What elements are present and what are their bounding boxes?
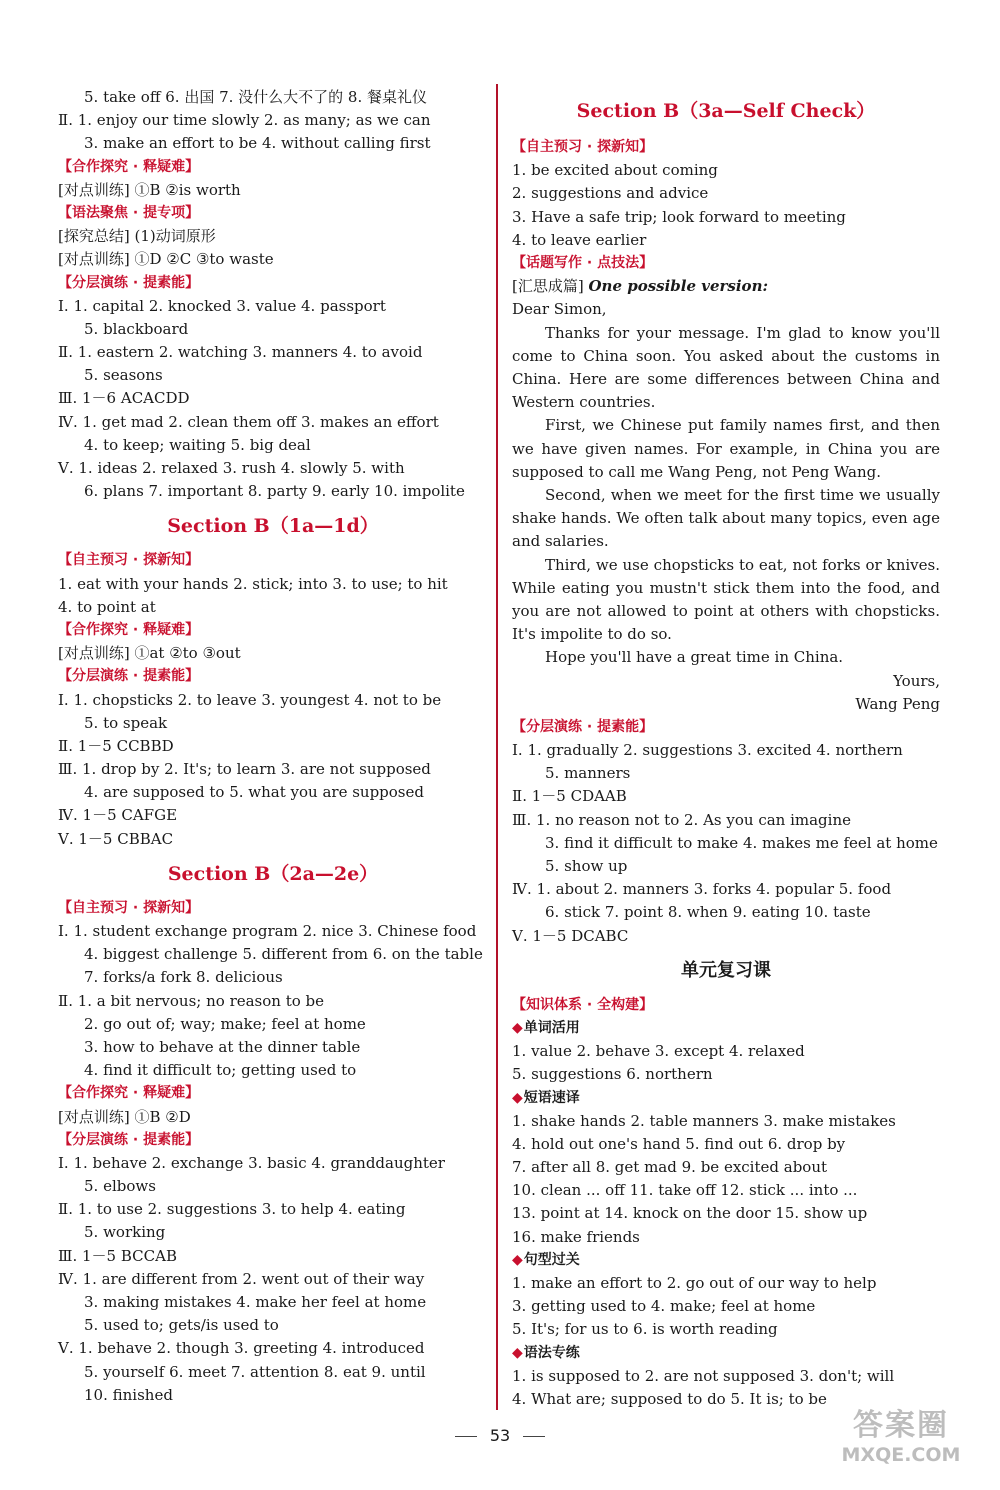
answer-line-continued: 3. find it difficult to make 4. makes me feel at home	[545, 833, 938, 852]
answer-line: [对点训练] ①at ②to ③out	[58, 644, 241, 663]
answer-line: [对点训练] ①B ②is worth	[58, 180, 241, 199]
answer-line: Ⅲ. 1. no reason not to 2. As you can imagine	[512, 810, 851, 829]
answer-line: Ⅰ. 1. behave 2. exchange 3. basic 4. granddaughter	[58, 1153, 445, 1172]
answer-line-continued: 10. finished	[84, 1385, 173, 1404]
section-title: Section B（2a—2e）	[167, 862, 379, 885]
answer-line-continued: 5. manners	[545, 764, 631, 783]
watermark	[816, 1400, 986, 1466]
letter-signoff: Wang Peng	[855, 694, 940, 713]
answer-line: Ⅱ. 1. enjoy our time slowly 2. as many; as we can	[58, 111, 431, 130]
page-number-value: 53	[489, 1426, 511, 1445]
letter-paragraph: Hope you'll have a great time in China.	[545, 648, 844, 667]
answer-line: Ⅲ. 1－6 ACACDD	[58, 389, 190, 408]
answer-line: 5. It's; for us to 6. is worth reading	[512, 1320, 778, 1339]
answer-line-continued: 4. to keep; waiting 5. big deal	[84, 435, 311, 454]
section-header: 【分层演练 · 提素能】	[58, 274, 200, 291]
answer-line: Ⅰ. 1. gradually 2. suggestions 3. excited 4. northern	[512, 741, 903, 760]
section-header: 【分层演练 · 提素能】	[512, 718, 654, 735]
answer-line-continued: 6. stick 7. point 8. when 9. eating 10. taste	[545, 903, 871, 922]
writing-lead-text: One possible version:	[588, 277, 769, 296]
answer-line: 5. suggestions 6. northern	[512, 1065, 713, 1084]
watermark-site-text: MXQE.COM	[841, 1444, 961, 1466]
section-title: Section B（1a—1d）	[167, 515, 379, 538]
answer-line: 3. getting used to 4. make; feel at home	[512, 1297, 816, 1316]
answer-line: Ⅴ. 1－5 CBBAC	[58, 829, 174, 848]
answer-line: 4. What are; supposed to do 5. It is; to be	[512, 1389, 827, 1408]
answer-line: Ⅴ. 1. behave 2. though 3. greeting 4. introduced	[58, 1339, 425, 1358]
answer-line: Ⅳ. 1. get mad 2. clean them off 3. makes an effort	[58, 412, 439, 431]
letter-signoff: Yours,	[893, 671, 940, 690]
subsection-heading-text: 短语速译	[523, 1089, 580, 1106]
subsection-heading-text: 语法专练	[523, 1344, 580, 1361]
answer-line: Ⅳ. 1. are different from 2. went out of their way	[58, 1269, 425, 1288]
column-divider	[496, 84, 498, 1410]
answer-line: 1. make an effort to 2. go out of our way to help	[512, 1274, 877, 1293]
writing-lead-label: [汇思成篇]	[512, 277, 589, 296]
answer-line-continued: 5. show up	[545, 857, 628, 876]
answer-line: 1. shake hands 2. table manners 3. make mistakes	[512, 1111, 896, 1130]
subsection-heading	[512, 1087, 940, 1110]
answer-line: Ⅱ. 1. to use 2. suggestions 3. to help 4. eating	[58, 1200, 406, 1219]
watermark-logo-text: 答案圈	[853, 1408, 949, 1443]
answer-line: Ⅴ. 1－5 DCABC	[512, 926, 629, 945]
section-header: 【合作探究 · 释疑难】	[58, 621, 200, 638]
diamond-icon: ◆	[512, 1019, 523, 1036]
section-header: 【自主预习 · 探新知】	[58, 899, 200, 916]
answer-line-continued: 5. yourself 6. meet 7. attention 8. eat 9. until	[84, 1362, 426, 1381]
section-header: 【语法聚焦 · 提专项】	[58, 204, 200, 221]
section-header: 【话题写作 · 点技法】	[512, 254, 654, 271]
page-number-dash-left	[455, 1436, 477, 1437]
subsection-heading-text: 单词活用	[523, 1019, 580, 1036]
answer-line: 10. clean ... off 11. take off 12. stick ... into ...	[512, 1181, 858, 1200]
answer-line: 1. be excited about coming	[512, 161, 718, 180]
answer-line: Ⅱ. 1. a bit nervous; no reason to be	[58, 991, 325, 1010]
answer-line: 1. value 2. behave 3. except 4. relaxed	[512, 1042, 805, 1061]
answer-line-continued: 2. go out of; way; make; feel at home	[84, 1014, 366, 1033]
diamond-icon: ◆	[512, 1251, 523, 1268]
section-header: 【知识体系 · 全构建】	[512, 996, 654, 1013]
answer-line-continued: 4. are supposed to 5. what you are supposed	[84, 783, 424, 802]
answer-line-continued: 4. biggest challenge 5. different from 6. on the table	[84, 945, 483, 964]
section-header: 【分层演练 · 提素能】	[58, 668, 200, 685]
letter-paragraph: Third, we use chopsticks to eat, not forks or knives. While eating you mustn't stick them into the food, and you are not allowed to point at others with chopsticks. It's impolite to do so.	[512, 555, 940, 644]
unit-title: 单元复习课	[681, 959, 771, 981]
answer-line: 1. eat with your hands 2. stick; into 3. to use; to hit	[58, 574, 448, 593]
answer-line: 4. to point at	[58, 597, 156, 616]
writing-lead	[512, 275, 940, 298]
answer-line-continued: 5. elbows	[84, 1177, 156, 1196]
subsection-heading-text: 句型过关	[523, 1251, 580, 1268]
subsection-heading	[512, 1249, 940, 1272]
subsection-heading	[512, 1017, 940, 1040]
answer-line: Ⅴ. 1. ideas 2. relaxed 3. rush 4. slowly 5. with	[58, 459, 405, 477]
answer-line-continued: 4. find it difficult to; getting used to	[84, 1061, 357, 1080]
section-header: 【分层演练 · 提素能】	[58, 1131, 200, 1148]
answer-line: 13. point at 14. knock on the door 15. show up	[512, 1204, 868, 1223]
section-title: Section B（3a—Self Check）	[576, 100, 876, 122]
letter-paragraph: Thanks for your message. I'm glad to know you'll come to China soon. You asked about the customs in China. Here are some differences between China and Western countries.	[512, 323, 940, 412]
section-header: 【自主预习 · 探新知】	[58, 552, 200, 569]
right-column	[512, 86, 940, 1411]
answer-line: 7. after all 8. get mad 9. be excited about	[512, 1158, 828, 1177]
section-header: 【合作探究 · 释疑难】	[58, 1085, 200, 1102]
answer-line-continued: 3. make an effort to be 4. without calling first	[84, 134, 431, 153]
answer-line: Ⅲ. 1－5 BCCAB	[58, 1246, 177, 1265]
answer-line: [对点训练] ①B ②D	[58, 1107, 191, 1126]
answer-line-continued: 5. seasons	[84, 366, 163, 385]
answer-line: Ⅲ. 1. drop by 2. It's; to learn 3. are not supposed	[58, 760, 431, 779]
answer-line: Ⅱ. 1－5 CCBBD	[58, 736, 174, 755]
answer-line: Ⅳ. 1－5 CAFGE	[58, 806, 178, 825]
diamond-icon: ◆	[512, 1344, 523, 1361]
letter-paragraph: Second, when we meet for the first time we usually shake hands. We often talk about many topics, even age and salaries.	[512, 485, 940, 551]
answer-line: 16. make friends	[512, 1227, 640, 1246]
diamond-icon: ◆	[512, 1089, 523, 1106]
letter-paragraph: First, we Chinese put family names first, and then we have given names. For example, in China you are supposed to call me Wang Peng, not Peng Wang.	[512, 416, 940, 481]
answer-line: [对点训练] ①D ②C ③to waste	[58, 250, 274, 269]
answer-line: Ⅳ. 1. about 2. manners 3. forks 4. popular 5. food	[512, 880, 892, 899]
answer-line-continued: 7. forks/a fork 8. delicious	[84, 968, 283, 987]
answer-line-continued: 3. how to behave at the dinner table	[84, 1037, 361, 1056]
answer-line-continued: 5. used to; gets/is used to	[84, 1316, 279, 1335]
answer-line-continued: 5. working	[84, 1223, 166, 1242]
section-header: 【自主预习 · 探新知】	[512, 139, 654, 155]
answer-line-continued: 6. plans 7. important 8. party 9. early 10. impolite	[84, 482, 465, 501]
answer-line-continued: 5. to speak	[84, 713, 168, 732]
answer-line: Ⅰ. 1. chopsticks 2. to leave 3. youngest 4. not to be	[58, 690, 442, 709]
answer-line-continued: 3. making mistakes 4. make her feel at home	[84, 1293, 427, 1311]
answer-line: 2. suggestions and advice	[512, 184, 709, 203]
answer-line: Ⅱ. 1. eastern 2. watching 3. manners 4. to avoid	[58, 343, 423, 362]
answer-line-continued: 5. blackboard	[84, 319, 189, 338]
answer-line: 4. hold out one's hand 5. find out 6. drop by	[512, 1134, 846, 1153]
answer-line: Dear Simon,	[512, 300, 607, 319]
answer-line: 3. Have a safe trip; look forward to meeting	[512, 207, 846, 226]
answer-line: 4. to leave earlier	[512, 230, 647, 249]
answer-line: 1. is supposed to 2. are not supposed 3. don't; will	[512, 1366, 895, 1385]
answer-line: [探究总结] (1)动词原形	[58, 227, 216, 246]
answer-line: Ⅰ. 1. capital 2. knocked 3. value 4. passport	[58, 296, 386, 315]
answer-line: Ⅱ. 1－5 CDAAB	[512, 787, 627, 806]
left-column	[58, 86, 488, 1407]
answer-line-continued: 5. take off 6. 出国 7. 没什么大不了的 8. 餐桌礼仪	[84, 88, 428, 106]
answer-line: Ⅰ. 1. student exchange program 2. nice 3. Chinese food	[58, 922, 477, 940]
page-number-dash-right	[523, 1436, 545, 1437]
section-header: 【合作探究 · 释疑难】	[58, 158, 200, 175]
subsection-heading	[512, 1342, 940, 1365]
